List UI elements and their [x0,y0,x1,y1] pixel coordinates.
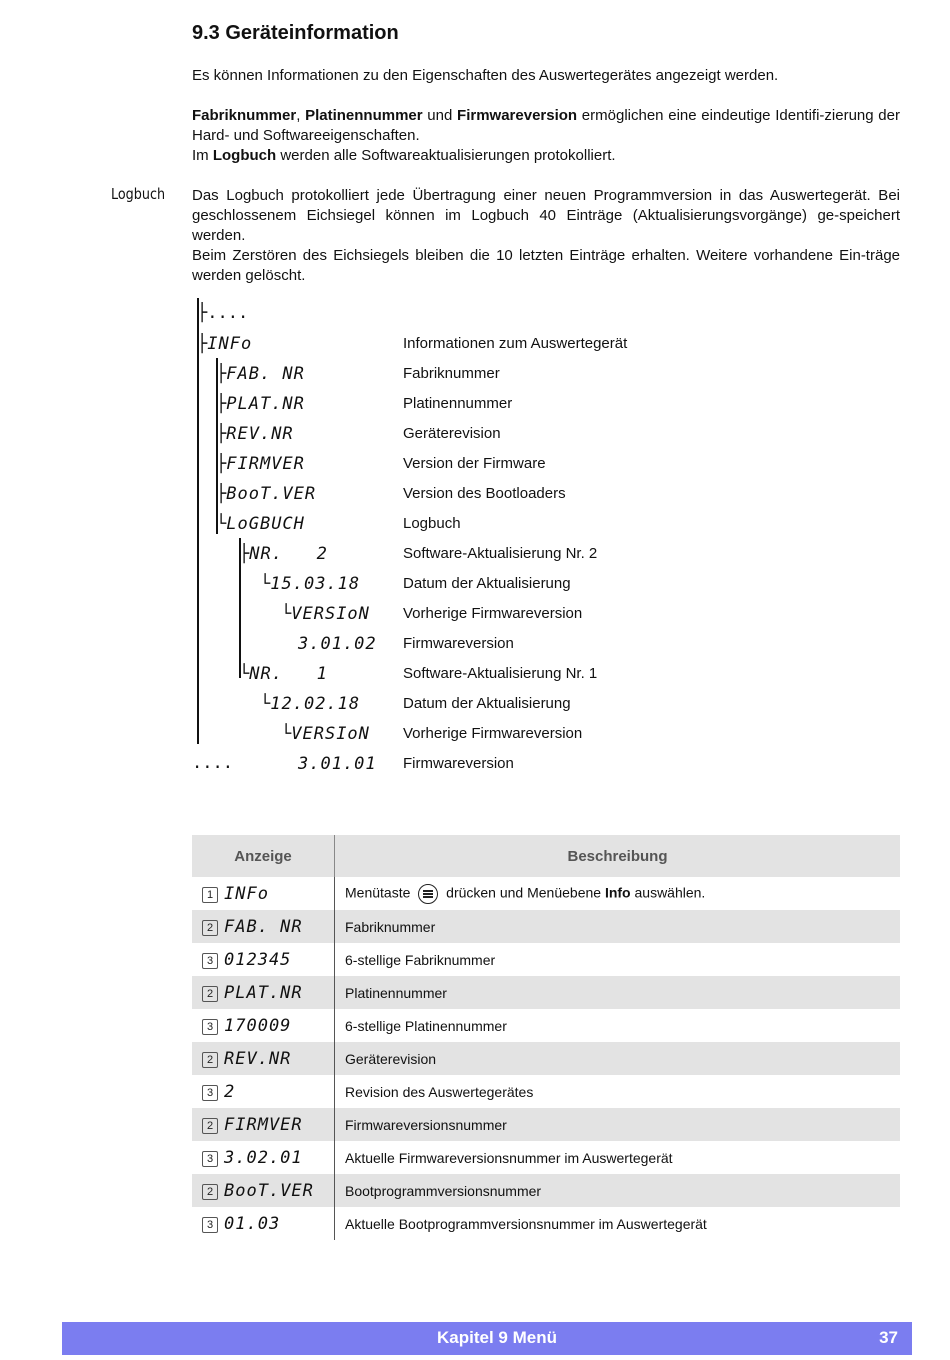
description-cell: Firmwareversionsnummer [335,1108,901,1141]
table-row [192,1075,900,1108]
menu-key-icon [418,884,438,904]
table-row [192,1108,900,1141]
tree-row-firmver: ├FIRMVER [216,454,305,474]
description-cell: Aktuelle Bootprogrammversionsnummer im Auswertegerät [345,1215,707,1232]
tree-desc-firmver: Version der Firmware [403,455,546,472]
tree-desc-version1: Vorherige Firmwareversion [403,725,583,742]
description-cell: Bootprogrammversionsnummer [335,1174,901,1207]
display-cell: 3 012345 [192,943,335,976]
page-footer [62,1322,912,1355]
tree-row-date2: └15.03.18 [260,574,361,594]
tree-desc-logbuch: Logbuch [403,515,461,532]
table-row [192,910,900,943]
tree-row-fabnr: ├FAB. NR [216,364,305,384]
step-icon: 2 [202,986,218,1002]
tree-desc-date1: Datum der Aktualisierung [403,695,571,712]
tree-row-nr2: ├NR. 2 [239,544,328,564]
tree-row-date1: └12.02.18 [260,694,361,714]
tree-dots-bottom: .... [192,753,233,773]
tree-desc-platnr: Platinennummer [403,395,513,412]
display-cell: 2 FIRMVER [192,1108,335,1141]
table-header-row [192,835,900,877]
col-header-beschreibung: Beschreibung [335,835,901,877]
description-cell: 6-stellige Platinennummer [345,1017,507,1034]
step-icon: 2 [202,1184,218,1200]
tree-desc-nr2: Software-Aktualisierung Nr. 2 [403,545,598,562]
description-cell: Revision des Auswertegerätes [345,1083,534,1100]
table-row [192,1042,900,1075]
tree-desc-revnr: Geräterevision [403,425,501,442]
tree-dots-top: ├.... [197,303,249,323]
tree-row-info: ├INFo [197,334,253,354]
info-table [192,835,900,1240]
footer-chapter: Kapitel 9 Menü [437,1328,557,1347]
display-cell: 1 INFo [192,877,335,910]
margin-label-logbuch: Logbuch [111,185,166,203]
tree-desc-bootver: Version des Bootloaders [403,485,566,502]
step-icon: 3 [202,1151,218,1167]
step-icon: 2 [202,1052,218,1068]
intro-text: Es können Informationen zu den Eigenschaften des Auswertegerätes angezeigt werden. [192,67,779,84]
table-row [192,943,900,976]
step-icon: 3 [202,1019,218,1035]
step-icon: 2 [202,920,218,936]
table-row [192,1141,900,1174]
step-icon: 2 [202,1118,218,1134]
tree-desc-info: Informationen zum Auswertegerät [403,335,628,352]
footer-page-number: 37 [879,1328,898,1347]
tree-desc-version2: Vorherige Firmwareversion [403,605,583,622]
display-cell: 3 3.02.01 [192,1141,335,1174]
tree-desc-date2: Datum der Aktualisierung [403,575,571,592]
logbuch-paragraph: Das Logbuch protokolliert jede Übertragung einer neuen Programmversion in das Auswertegerät. Bei geschlossenem Eichsiegel können im Logbuch 40 Einträge (Aktualisierungsvorgänge) ge-speichert werden. Beim Zerstören des Eichsiegels bleiben die 10 letzten Einträge erhalten. Weitere vorhandene Ein-träge werden gelöscht. [192,187,900,284]
display-cell: 2 REV.NR [192,1042,335,1075]
display-cell: 3 01.03 [192,1207,335,1240]
step-icon: 3 [202,1085,218,1101]
description-cell: Menütaste drücken und Menüebene Info auswählen. [335,877,901,910]
tree-line-root [197,298,199,744]
description-cell: Platinennummer [335,976,901,1009]
tree-row-bootver: ├BooT.VER [216,484,317,504]
description-cell: Aktuelle Firmwareversionsnummer im Auswertegerät [345,1149,673,1166]
table-row [192,1174,900,1207]
description-cell: Geräterevision [335,1042,901,1075]
table-row [192,1009,900,1042]
step-icon: 3 [202,953,218,969]
display-cell: 2 FAB. NR [192,910,335,943]
table-row [192,1207,900,1240]
tree-desc-fw1: Firmwareversion [403,755,514,772]
tree-row-revnr: ├REV.NR [216,424,294,444]
tree-row-version1: └VERSIoN [281,724,370,744]
tree-desc-fw2: Firmwareversion [403,635,514,652]
description-cell: 6-stellige Fabriknummer [345,951,496,968]
tree-row-logbuch: └LoGBUCH [216,514,305,534]
display-cell: 3 2 [192,1075,335,1108]
tree-row-version2: └VERSIoN [281,604,370,624]
step-icon: 1 [202,887,218,903]
tree-desc-nr1: Software-Aktualisierung Nr. 1 [403,665,598,682]
tree-row-fw2: 3.01.02 [298,634,377,654]
section-heading: 9.3 Geräteinformation [192,22,399,44]
step-icon: 3 [202,1217,218,1233]
table-row [192,976,900,1009]
table-row [192,877,900,910]
tree-desc-fabnr: Fabriknummer [403,365,500,382]
display-cell: 2 PLAT.NR [192,976,335,1009]
identification-paragraph: Fabriknummer, Platinennummer und Firmwareversion ermöglichen eine eindeutige Identifi-zierung der Hard- und Softwareeigenschaften. Im Logbuch werden alle Softwareaktualisierungen protokolliert. [192,107,900,164]
tree-line-info [216,358,218,534]
tree-row-fw1: 3.01.01 [298,754,377,774]
display-cell: 2 BooT.VER [192,1174,335,1207]
tree-row-nr1: └NR. 1 [239,664,328,684]
description-cell: Fabriknummer [335,910,901,943]
display-cell: 3 170009 [192,1009,335,1042]
col-header-anzeige: Anzeige [192,835,335,877]
tree-row-platnr: ├PLAT.NR [216,394,305,414]
